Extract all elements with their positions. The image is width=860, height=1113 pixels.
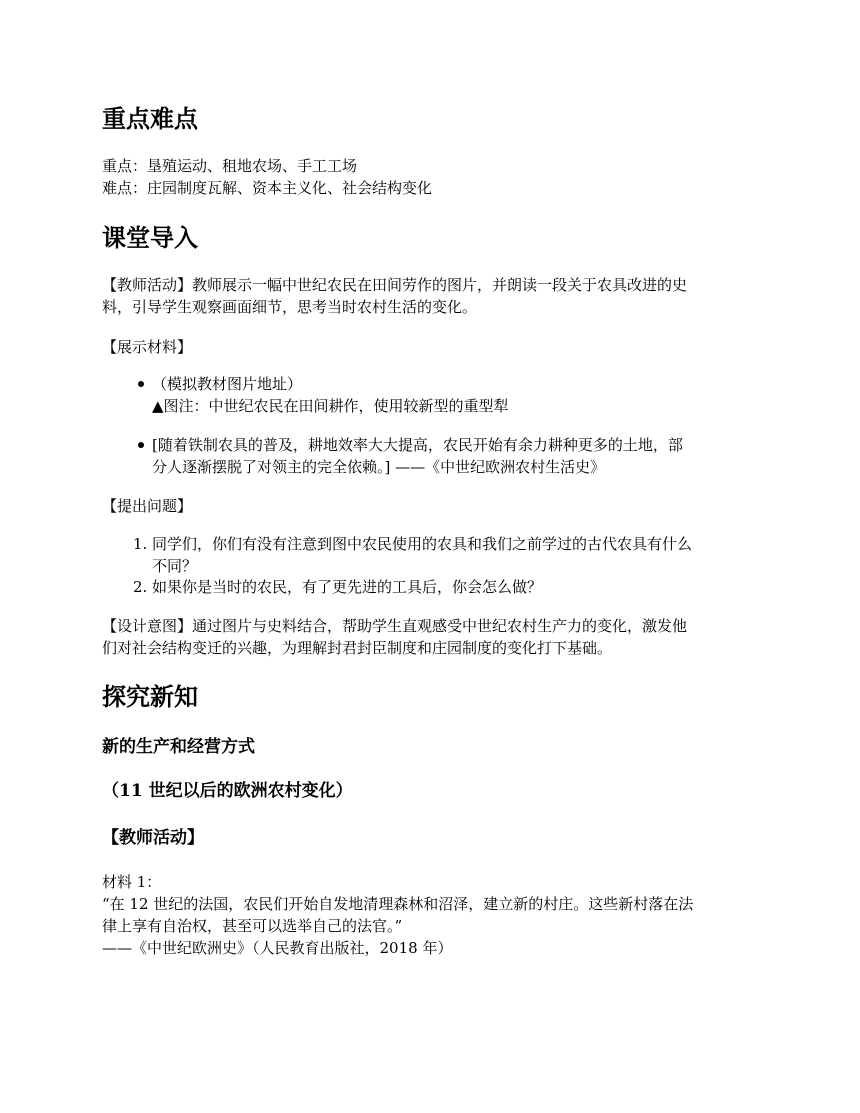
material-quote-line: [随着铁制农具的普及，耕地效率大大提高，农民开始有余力耕种更多的土地，部: [152, 436, 683, 454]
teacher-activity-label: 【教师活动】: [102, 828, 204, 848]
section-heading-difficulty: 重点难点: [102, 104, 198, 133]
teacher-activity-line: 料，引导学生观察画面细节，思考当时农村生活的变化。: [102, 298, 478, 316]
subsection-heading: 新的生产和经营方式: [102, 737, 255, 757]
material-quote-line: 分人逐渐摆脱了对领主的完全依赖。] ——《中世纪欧洲农村生活史》: [152, 458, 606, 476]
question-line: 如果你是当时的农民，有了更先进的工具后，你会怎么做？: [152, 578, 543, 596]
key-points-text: 重点：垦殖运动、租地农场、手工工场: [102, 157, 358, 175]
material-image-placeholder: （模拟教材图片地址）: [152, 375, 303, 393]
question-line: 同学们，你们有没有注意到图中农民使用的农具和我们之前学过的古代农具有什么: [152, 535, 693, 553]
section-heading-explore: 探究新知: [102, 682, 198, 711]
design-intent-line: 们对社会结构变迁的兴趣，为理解封君封臣制度和庄园制度的变化打下基础。: [102, 639, 613, 657]
question-line: 不同？: [152, 557, 198, 575]
material1-quote-line: “在 12 世纪的法国，农民们开始自发地清理森林和沼泽，建立新的村庄。这些新村落在法: [102, 895, 694, 913]
teacher-activity-line: 【教师活动】教师展示一幅中世纪农民在田间劳作的图片，并朗读一段关于农具改进的史: [102, 276, 688, 294]
material1-quote-line: 律上享有自治权，甚至可以选举自己的法官。”: [102, 917, 403, 935]
question-number: 2.: [133, 578, 148, 596]
material1-label: 材料 1：: [102, 873, 162, 891]
material-image-caption: ▲图注：中世纪农民在田间耕作，使用较新型的重型犁: [152, 397, 509, 415]
list-bullet: [138, 442, 144, 448]
section-heading-intro: 课堂导入: [102, 223, 198, 252]
questions-label: 【提出问题】: [102, 497, 193, 515]
difficult-points-text: 难点：庄园制度瓦解、资本主义化、社会结构变化: [102, 179, 433, 197]
list-bullet: [138, 381, 144, 387]
materials-label: 【展示材料】: [102, 338, 193, 356]
material1-source: ——《中世纪欧洲史》（人民教育出版社，2018 年）: [102, 939, 453, 957]
question-number: 1.: [133, 535, 148, 553]
design-intent-line: 【设计意图】通过图片与史料结合，帮助学生直观感受中世纪农村生产力的变化，激发他: [102, 617, 688, 635]
subsection-subheading: （11 世纪以后的欧洲农村变化）: [102, 781, 353, 801]
